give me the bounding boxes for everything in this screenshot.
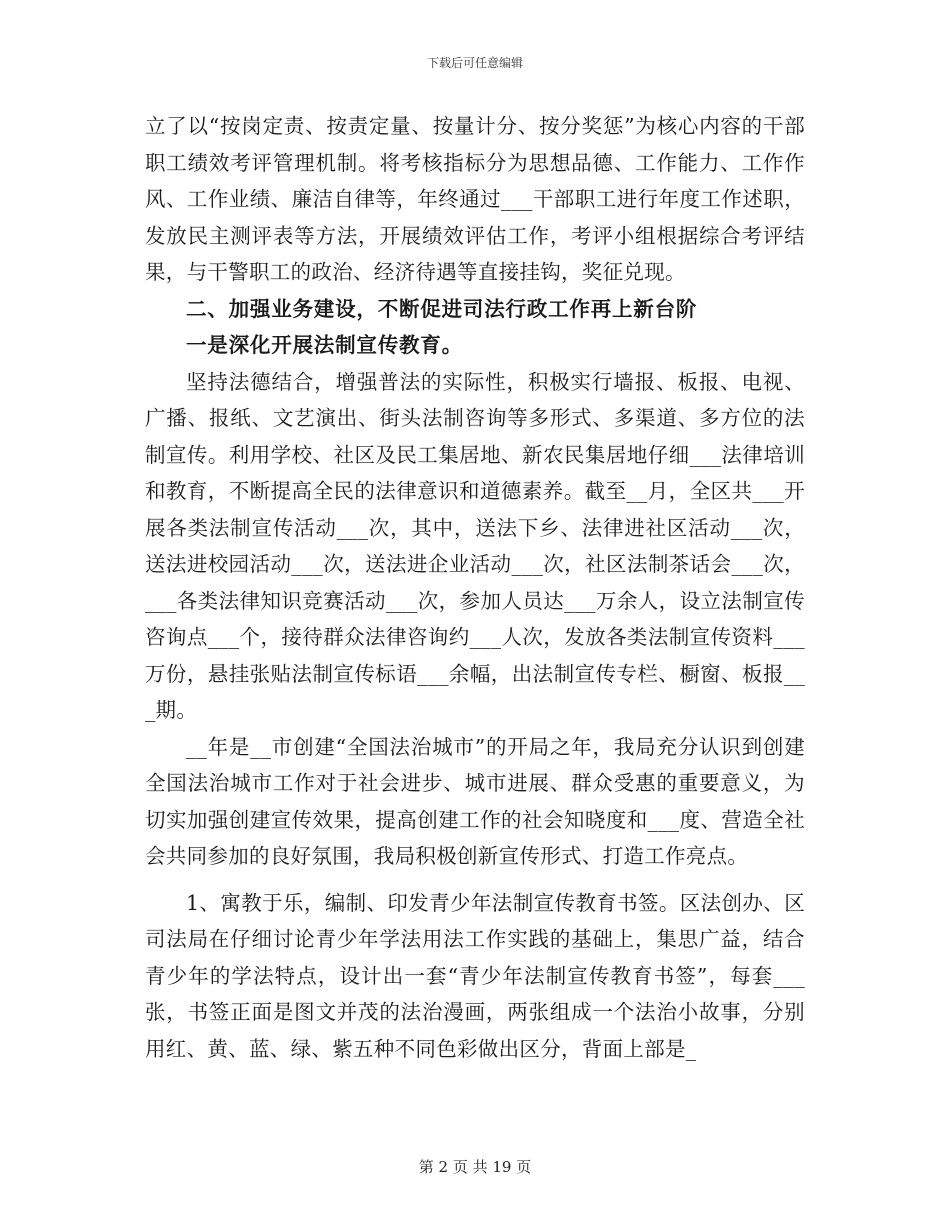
document-body <box>145 108 805 1067</box>
subsection-heading: 一是深化开展法制宣传教育。 <box>186 333 463 357</box>
page-number: 第 2 页 共 19 页 <box>418 1158 532 1176</box>
paragraph-rule-of-law-city: __年是__市创建“全国法治城市”的开局之年，我局充分认识到创建全国法治城市工作对于社会进步、城市进展、群众受惠的重要意义，为切实加强创建宣传效果，提高创建工作的社会知晓度和___度、营造全社会共同参加的良好氛围，我局积极创新宣传形式、打造工作亮点。 <box>145 734 805 868</box>
paragraph-legal-publicity: 坚持法德结合，增强普法的实际性，积极实行墙报、板报、电视、广播、报纸、文艺演出、街头法制咨询等多形式、多渠道、多方位的法制宣传。利用学校、社区及民工集居地、新农民集居地仔细___法律培训和教育，不断提高全民的法律意识和道德素养。截至__月，全区共___开展各类法制宣传活动___次，其中，送法下乡、法律进社区活动___次，送法进校园活动___次，送法进企业活动___次，社区法制茶话会___次，___各类法律知识竞赛活动___次，参加人员达___万余人，设立法制宣传咨询点___个，接待群众法律咨询约___人次，发放各类法制宣传资料___万份，悬挂张贴法制宣传标语___余幅，出法制宣传专栏、橱窗、板报___期。 <box>145 369 805 722</box>
paragraph-bookmarks: 1、寓教于乐，编制、印发青少年法制宣传教育书签。区法创办、区司法局在仔细讨论青少年学法用法工作实践的基础上，集思广益，结合青少年的学法特点，设计出一套“青少年法制宣传教育书签”，每套___张，书签正面是图文并茂的法治漫画，两张组成一个法治小故事，分别用红、黄、蓝、绿、紫五种不同色彩做出区分，背面上部是_ <box>145 890 805 1061</box>
page-header: 下载后可任意编辑 <box>426 56 523 70</box>
paragraph-continued: 立了以“按岗定责、按责定量、按量计分、按分奖惩”为核心内容的干部职工绩效考评管理机制。将考核指标分为思想品德、工作能力、工作作风、工作业绩、廉洁自律等，年终通过___干部职工进行年度工作述职，发放民主测评表等方法，开展绩效评估工作，考评小组根据综合考评结果，与干警职工的政治、经济待遇等直接挂钩，奖征兑现。 <box>145 114 805 284</box>
section-heading: 二、加强业务建设，不断促进司法行政工作再上新台阶 <box>186 296 698 321</box>
